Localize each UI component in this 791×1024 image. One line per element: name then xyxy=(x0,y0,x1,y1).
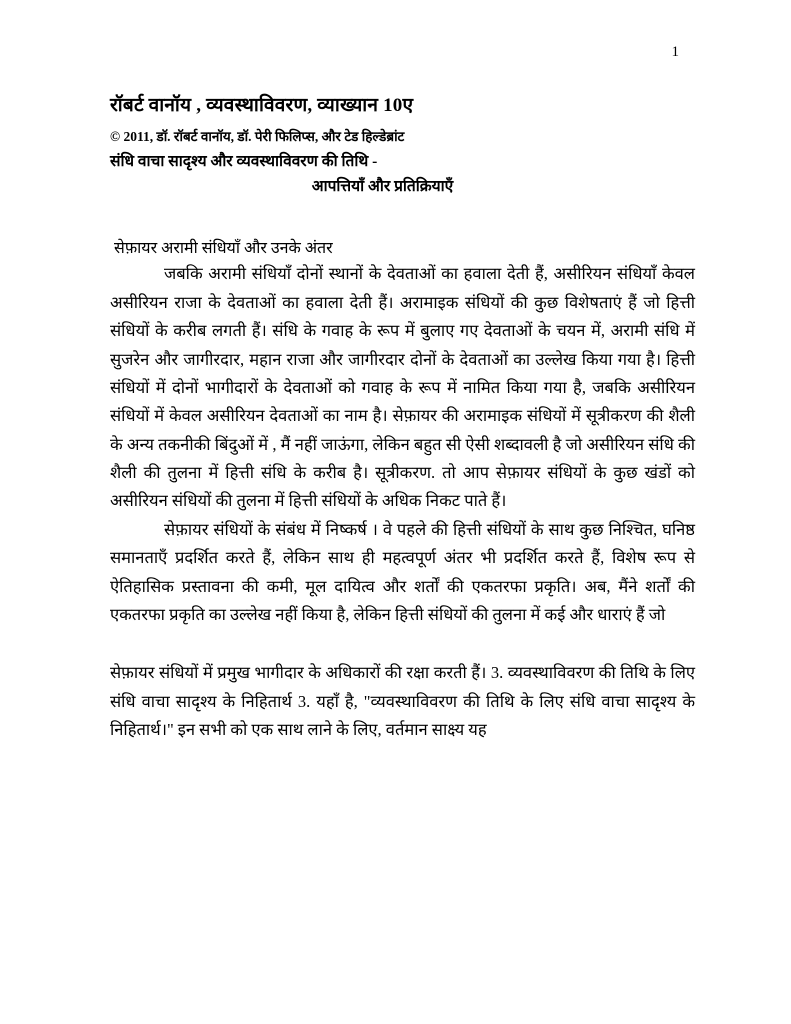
body-paragraph: जबकि अरामी संधियाँ दोनों स्थानों के देवताओं का हवाला देती हैं, असीरियन संधियाँ केवल असीरियन राजा के देवताओं का हवाला देती हैं। अरामाइक संधियों की कुछ विशेषताएं हैं जो हित्ती संधियों के करीब लगती हैं। संधि के गवाह के रूप में बुलाए गए देवताओं के चयन में, अरामी संधि में सुजरेन और जागीरदार, महान राजा और जागीरदार दोनों के देवताओं का उल्लेख किया गया है। हित्ती संधियों में दोनों भागीदारों के देवताओं को गवाह के रूप में नामित किया गया है, जबकि असीरियन संधियों में केवल असीरियन देवताओं का नाम है। सेफ़ायर की अरामाइक संधियों में सूत्रीकरण की शैली के अन्य तकनीकी बिंदुओं में , मैं नहीं जाऊंगा, लेकिन बहुत सी ऐसी शब्दावली है जो असीरियन संधि की शैली की तुलना में हित्ती संधि के करीब है। सूत्रीकरण. तो आप सेफ़ायर संधियों के कुछ खंडों को असीरियन संधियों की तुलना में हित्ती संधियों के अधिक निकट पाते हैं। xyxy=(110,264,695,511)
copyright-line: © 2011, डॉ. रॉबर्ट वानॉय, डॉ. पेरी फिलिप्स, और टेड हिल्डेब्रांट xyxy=(110,128,405,144)
page-title: रॉबर्ट वानॉय , व्यवस्थाविवरण, व्याख्यान 10ए xyxy=(110,95,414,116)
section-heading: सेफ़ायर अरामी संधियाँ और उनके अंतर xyxy=(114,240,333,258)
body-paragraph: सेफ़ायर संधियों में प्रमुख भागीदार के अधिकारों की रक्षा करती हैं। 3. व्यवस्थाविवरण की तिथि के लिए संधि वाचा सादृश्य के निहितार्थ 3. यहाँ है, "व्यवस्थाविवरण की तिथि के लिए संधि वाचा सादृश्य के निहितार्थ।" इन सभी को एक साथ लाने के लिए, वर्तमान साक्ष्य यह xyxy=(110,663,695,740)
page-number: 1 xyxy=(671,44,679,60)
body-paragraph: सेफ़ायर संधियों के संबंध में निष्कर्ष । वे पहले की हित्ती संधियों के साथ कुछ निश्चित, घनिष्ठ समानताएँ प्रदर्शित करते हैं, लेकिन साथ ही महत्वपूर्ण अंतर भी प्रदर्शित करते हैं, विशेष रूप से ऐतिहासिक प्रस्तावना की कमी, मूल दायित्व और शर्तों की एकतरफा प्रकृति। अब, मैंने शर्तों की एकतरफा प्रकृति का उल्लेख नहीं किया है, लेकिन हित्ती संधियों की तुलना में कई और धाराएं हैं जो xyxy=(110,519,695,624)
subtitle-line-2: आपत्तियाँ और प्रतिक्रियाएँ xyxy=(311,178,454,196)
subtitle-line-1: संधि वाचा सादृश्य और व्यवस्थाविवरण की तिथि - xyxy=(110,153,378,171)
